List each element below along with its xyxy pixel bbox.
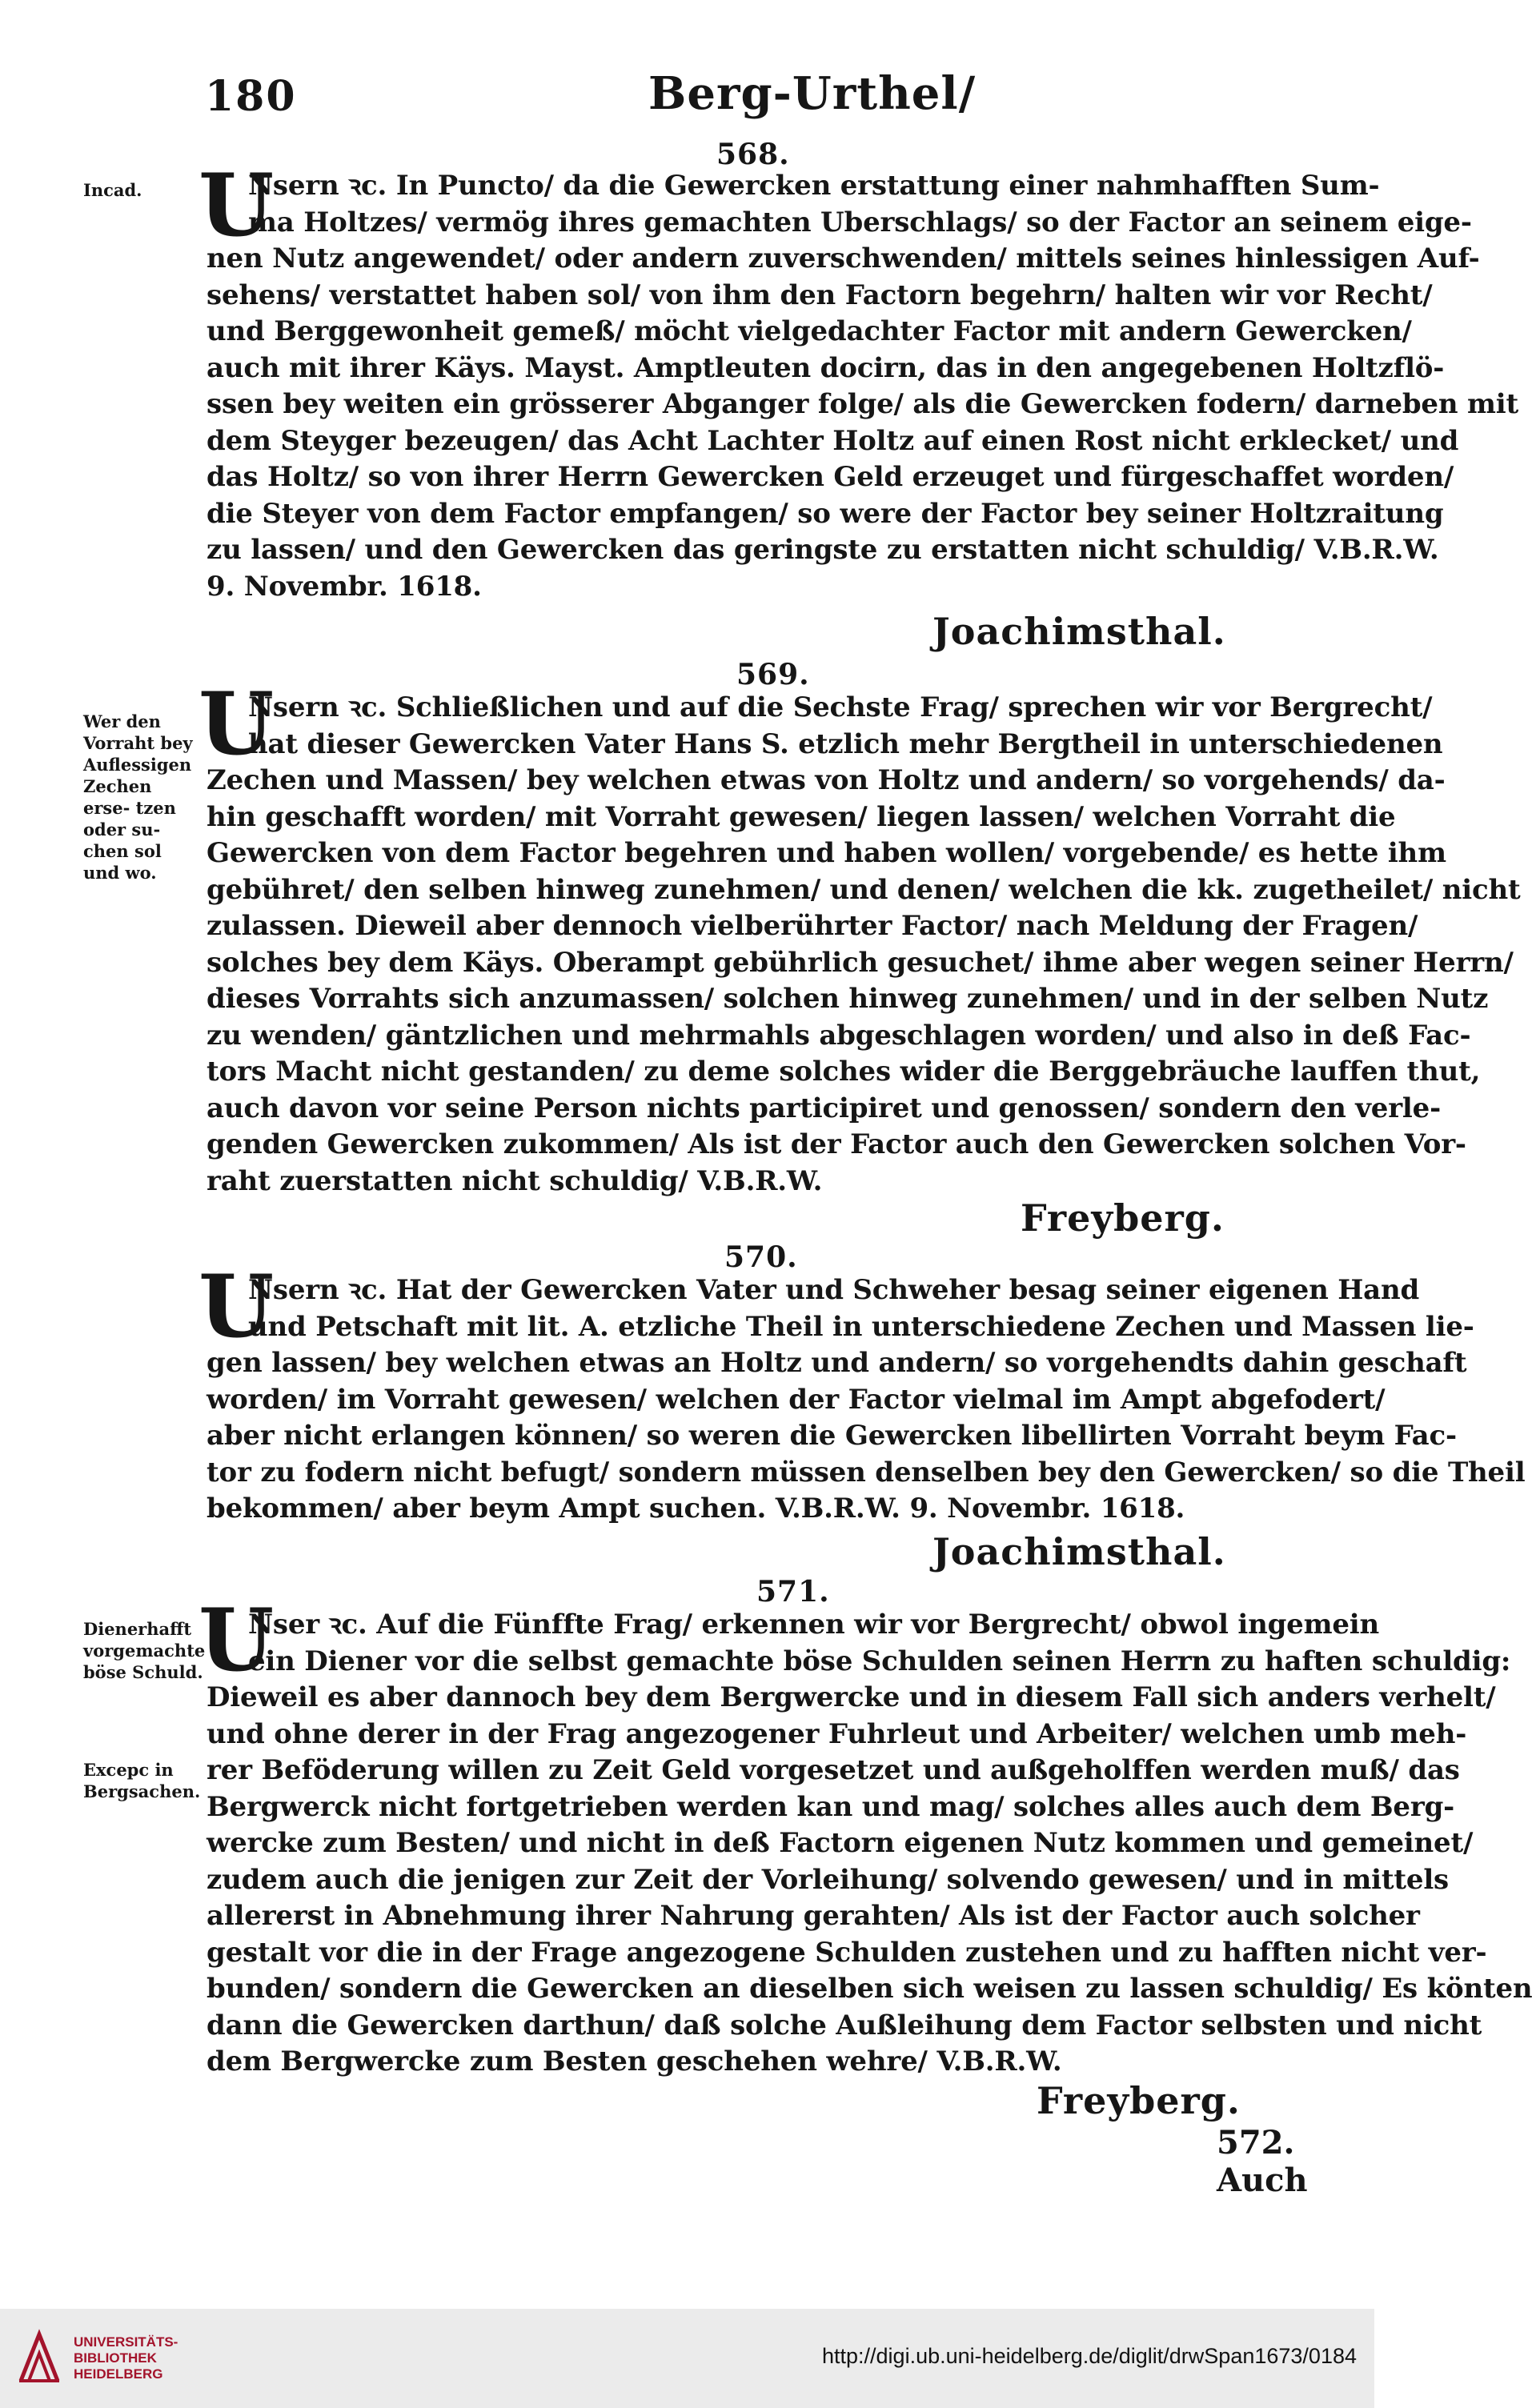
page-number: 180 — [205, 72, 297, 121]
text-line: genden Gewercken zukommen/ Als ist der Factor auch den Gewercken solchen Vor- — [207, 1128, 1466, 1160]
text-line: raht zuerstatten nicht schuldig/ V.B.R.W. — [207, 1164, 823, 1197]
text-line: solches bey dem Käys. Oberampt gebührlich gesuchet/ ihme aber wegen seiner Herrn/ — [207, 946, 1514, 979]
text-line: wercke zum Besten/ und nicht in deß Factorn eigenen Nutz kommen und gemeinet/ — [207, 1827, 1474, 1859]
text-line: dem Steyger bezeugen/ das Acht Lachter Holtz auf einen Rost nicht erklecket/ und — [207, 424, 1459, 457]
catchword: 572. Auch — [1217, 2124, 1308, 2199]
text-line: zu wenden/ gäntzlichen und mehrmahls abgeschlagen worden/ und also in deß Fac- — [207, 1019, 1471, 1052]
entry-text — [207, 168, 1519, 605]
text-line: auch davon vor seine Person nichts participiret und genossen/ sondern den verle- — [207, 1092, 1441, 1124]
text-line: zulassen. Dieweil aber dennoch vielberührter Factor/ nach Meldung der Fragen/ — [207, 910, 1418, 942]
text-line: das Holtz/ so von ihrer Herrn Gewercken Geld erzeuget und fürgeschaffet worden/ — [207, 461, 1454, 493]
text-line: und Berggewonheit gemeß/ möcht vielgedachter Factor mit andern Gewercken/ — [207, 315, 1412, 347]
margin-note: Wer den Vorraht bey Auflessigen Zechen erse- tzen oder su- chen sol und wo. — [83, 711, 193, 883]
entry-number: 570. — [724, 1240, 798, 1274]
running-title: Berg-Urthel/ — [648, 67, 977, 120]
text-line: und Petschaft mit lit. A. etzliche Theil in unterschiedene Zechen und Massen lie- — [248, 1310, 1474, 1343]
permalink-url[interactable]: http://digi.ub.uni-heidelberg.de/diglit/drwSpan1673/0184 — [822, 2344, 1357, 2368]
text-line: ma Holtzes/ vermög ihres gemachten Uberschlags/ so der Factor an seinem eige- — [248, 206, 1472, 238]
text-line: Dieweil es aber dannoch bey dem Bergwercke und in diesem Fall sich anders verhelt/ — [207, 1681, 1496, 1713]
entry-text — [207, 690, 1521, 1200]
entry-number: 569. — [736, 658, 810, 691]
entry-number: 568. — [716, 138, 790, 171]
text-line: nen Nutz angewendet/ oder andern zuverschwenden/ mittels seines hinlessigen Auf- — [207, 242, 1480, 274]
text-line: gen lassen/ bey welchen etwas an Holtz und andern/ so vorgehendts dahin geschaft — [207, 1347, 1467, 1379]
entry-text — [207, 1272, 1526, 1528]
entry-number: 571. — [756, 1575, 830, 1609]
library-name-line: BIBLIOTHEK — [74, 2350, 157, 2366]
place-signature: Joachimsthal. — [932, 1530, 1226, 1573]
text-line: dem Bergwercke zum Besten geschehen wehre/ V.B.R.W. — [207, 2045, 1062, 2077]
library-name-line: UNIVERSITÄTS- — [74, 2334, 178, 2350]
text-line: Zechen und Massen/ bey welchen etwas von Holtz und andern/ so vorgehends/ da- — [207, 764, 1446, 796]
library-name — [74, 2334, 250, 2382]
text-line: hin geschafft worden/ mit Vorraht gewesen/ liegen lassen/ welchen Vorraht die — [207, 800, 1396, 833]
margin-note: Incad. — [83, 180, 142, 200]
text-line: bekommen/ aber beym Ampt suchen. V.B.R.W. 9. Novembr. 1618. — [207, 1492, 1185, 1525]
place-signature: Freyberg. — [1037, 2079, 1241, 2122]
text-line: gebühret/ den selben hinweg zunehmen/ und denen/ welchen die kk. zugetheilet/ nicht — [207, 873, 1521, 906]
drop-cap: U — [199, 1256, 275, 1357]
text-line: ein Diener vor die selbst gemachte böse Schulden seinen Herrn zu haften schuldig: — [248, 1645, 1511, 1677]
text-line: 9. Novembr. 1618. — [207, 570, 482, 603]
drop-cap: U — [199, 1590, 275, 1691]
text-line: tors Macht nicht gestanden/ zu deme solches wider die Berggebräuche lauffen thut, — [207, 1056, 1481, 1088]
text-line: zudem auch die jenigen zur Zeit der Vorleihung/ solvendo gewesen/ und in mittels — [207, 1863, 1449, 1896]
text-line: dann die Gewercken darthun/ daß solche Außleihung dem Factor selbsten und nicht — [207, 2009, 1482, 2041]
text-line: die Steyer von dem Factor empfangen/ so were der Factor bey seiner Holtzraitung — [207, 497, 1444, 530]
text-line: Nsern ꝛc. Hat der Gewercken Vater und Schweher besag seiner eigenen Hand — [248, 1274, 1420, 1306]
text-line: tor zu fodern nicht befugt/ sondern müssen denselben bey den Gewercken/ so die Theil — [207, 1456, 1526, 1488]
place-signature: Joachimsthal. — [932, 610, 1226, 653]
drop-cap: U — [199, 155, 275, 256]
text-line: und ohne derer in der Frag angezogener Fuhrleut und Arbeiter/ welchen umb meh- — [207, 1717, 1467, 1750]
drop-cap: U — [199, 674, 275, 775]
text-line: bunden/ sondern die Gewercken an dieselben sich weisen zu lassen schuldig/ Es könten — [207, 1973, 1532, 2005]
university-library-logo-icon — [18, 2331, 61, 2384]
text-line: hat dieser Gewercken Vater Hans S. etzlich mehr Bergtheil in unterschiedenen — [248, 727, 1443, 760]
text-line: Nsern ꝛc. Schließlichen und auf die Sechste Frag/ sprechen wir vor Bergrecht/ — [248, 691, 1433, 723]
text-line: sehens/ verstattet haben sol/ von ihm den Factorn begehrn/ halten wir vor Recht/ — [207, 278, 1433, 311]
text-line: zu lassen/ und den Gewercken das geringste zu erstatten nicht schuldig/ V.B.R.W. — [207, 534, 1439, 566]
text-line: gestalt vor die in der Frage angezogene Schulden zustehen und zu hafften nicht ver- — [207, 1936, 1487, 1969]
text-line: auch mit ihrer Käys. Mayst. Amptleuten docirn, das in den angegebenen Holtzflö- — [207, 351, 1445, 384]
library-footer — [0, 2309, 1374, 2408]
text-line: Nsern ꝛc. In Puncto/ da die Gewercken erstattung einer nahmhafften Sum- — [248, 170, 1380, 202]
entry-text — [207, 1607, 1532, 2081]
text-line: Bergwerck nicht fortgetrieben werden kan und mag/ solches alles auch dem Berg- — [207, 1790, 1455, 1823]
text-line: dieses Vorrahts sich anzumassen/ solchen hinweg zunehmen/ und in der selben Nutz — [207, 983, 1489, 1015]
margin-note: Excepc in Bergsachen. — [83, 1760, 201, 1801]
text-line: ssen bey weiten ein grösserer Abganger folge/ als die Gewercken fodern/ darneben mit — [207, 388, 1519, 420]
library-name-line: HEIDELBERG — [74, 2366, 163, 2382]
margin-note: Dienerhafft vorgemachte böse Schuld. — [83, 1619, 206, 1682]
text-line: rer Beföderung willen zu Zeit Geld vorgesetzet und außgeholffen werden muß/ das — [207, 1754, 1460, 1786]
text-line: Gewercken von dem Factor begehren und haben wollen/ vorgebende/ es hette ihm — [207, 837, 1446, 869]
text-line: aber nicht erlangen können/ so weren die Gewercken libellirten Vorraht beym Fac- — [207, 1420, 1457, 1452]
text-line: worden/ im Vorraht gewesen/ welchen der Factor vielmal im Ampt abgefodert/ — [207, 1383, 1386, 1416]
place-signature: Freyberg. — [1021, 1196, 1225, 1240]
text-line: allererst in Abnehmung ihrer Nahrung gerahten/ Als ist der Factor auch solcher — [207, 1900, 1420, 1932]
text-line: Nser ꝛc. Auf die Fünffte Frag/ erkennen wir vor Bergrecht/ obwol ingemein — [248, 1609, 1380, 1641]
